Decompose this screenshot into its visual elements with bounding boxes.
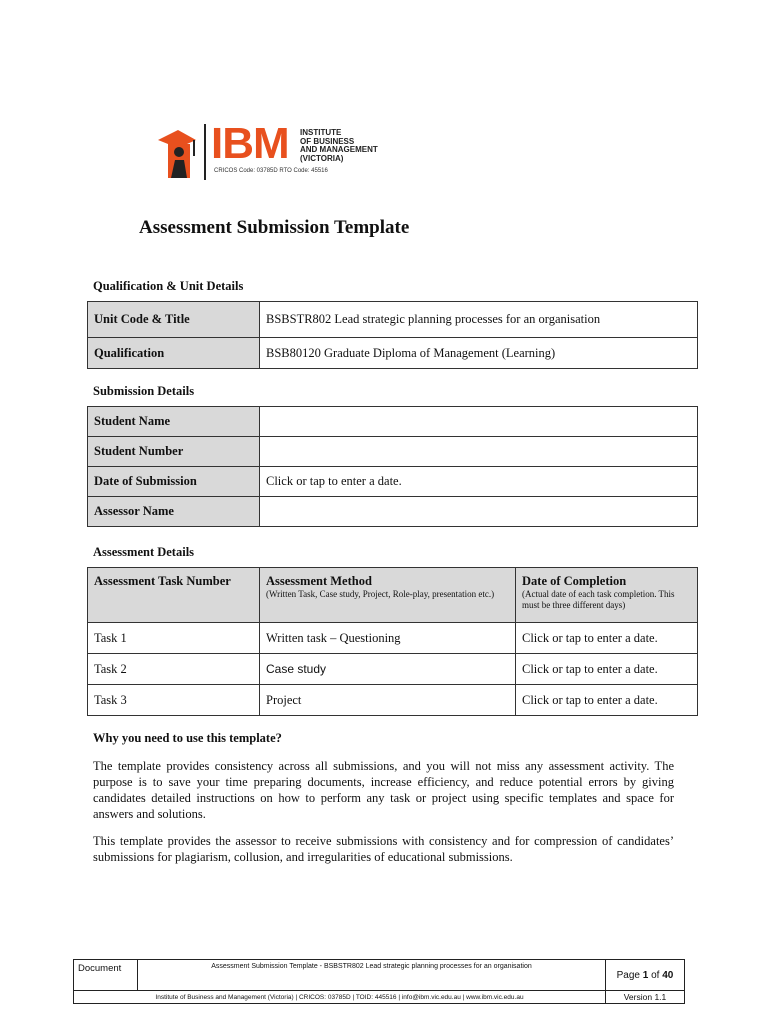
qualification-table — [87, 301, 698, 369]
page-footer — [73, 959, 685, 1004]
date-picker-cell[interactable]: Click or tap to enter a date. — [516, 623, 698, 654]
method-cell: Project — [260, 685, 516, 716]
task-cell: Task 1 — [88, 623, 260, 654]
date-note: (Actual date of each task completion. This must be three different days) — [522, 589, 675, 610]
footer-version: Version 1.1 — [606, 991, 685, 1004]
qualification-heading: Qualification & Unit Details — [93, 279, 244, 293]
footer-document-label: Document — [74, 960, 138, 991]
task-cell: Task 3 — [88, 685, 260, 716]
table-row — [88, 437, 698, 467]
submission-heading: Submission Details — [93, 384, 195, 398]
assessor-name-field[interactable] — [260, 497, 698, 527]
date-header: Date of Completion (Actual date of each task completion. This must be three different days) — [516, 568, 698, 623]
table-row — [88, 497, 698, 527]
table-row — [88, 467, 698, 497]
why-paragraph-2: This template provides the assessor to receive submissions with consistency and for compression of candidates’ submissions for plagiarism, collusion, and irregularities of educational submissions. — [93, 834, 674, 864]
method-header: Assessment Method (Written Task, Case study, Project, Role-play, presentation etc.) — [260, 568, 516, 623]
submission-date-label: Date of Submission — [88, 467, 260, 497]
date-picker-cell[interactable]: Click or tap to enter a date. — [516, 685, 698, 716]
table-row — [88, 302, 698, 338]
institute-name: INSTITUTE OF BUSINESS AND MANAGEMENT (VICTORIA) — [300, 128, 378, 163]
table-row — [88, 338, 698, 369]
task-number-header: Assessment Task Number — [88, 568, 260, 623]
student-name-label: Student Name — [88, 407, 260, 437]
table-row — [88, 685, 698, 716]
graduate-logo-icon — [156, 126, 200, 180]
submission-table — [87, 406, 698, 527]
task-cell: Task 2 — [88, 654, 260, 685]
assessment-heading: Assessment Details — [93, 545, 195, 559]
page-title: Assessment Submission Template — [139, 217, 410, 238]
student-number-field[interactable] — [260, 437, 698, 467]
date-picker-cell[interactable]: Click or tap to enter a date. — [516, 654, 698, 685]
table-row — [88, 407, 698, 437]
why-paragraph-1: The template provides consistency across all submissions, and you will not miss any assessment activity. The purpose is to save your time preparing documents, increase efficiency, and reduce potential errors by giving candidates detailed instructions on how to perform any task or project using specific templates and space for answers and solutions. — [93, 759, 674, 821]
table-row — [88, 654, 698, 685]
footer-page-number: Page 1 of 40 — [606, 960, 685, 991]
method-note: (Written Task, Case study, Project, Role-play, presentation etc.) — [266, 589, 495, 599]
qualification-label: Qualification — [88, 338, 260, 369]
assessor-name-label: Assessor Name — [88, 497, 260, 527]
cricos-code: CRICOS Code: 03785D RTO Code: 45516 — [214, 168, 328, 174]
institute-logo — [156, 119, 386, 182]
logo-divider — [204, 124, 206, 180]
method-cell: Case study — [260, 654, 516, 685]
method-cell: Written task – Questioning — [260, 623, 516, 654]
student-name-field[interactable] — [260, 407, 698, 437]
student-number-label: Student Number — [88, 437, 260, 467]
qualification-value: BSB80120 Graduate Diploma of Management (Learning) — [260, 338, 698, 369]
assessment-table — [87, 567, 698, 716]
unit-code-value: BSBSTR802 Lead strategic planning processes for an organisation — [260, 302, 698, 338]
why-heading: Why you need to use this template? — [93, 731, 282, 745]
brand-name: IBM — [211, 119, 289, 168]
table-header-row — [88, 568, 698, 623]
submission-date-picker[interactable]: Click or tap to enter a date. — [260, 467, 698, 497]
footer-address: Institute of Business and Management (Victoria) | CRICOS: 03785D | TOID: 445516 | info@ibm.vic.edu.au | www.ibm.vic.edu.au — [74, 991, 606, 1004]
footer-document-title: Assessment Submission Template - BSBSTR802 Lead strategic planning processes for an organisation — [138, 960, 606, 991]
unit-code-label: Unit Code & Title — [88, 302, 260, 338]
table-row — [88, 623, 698, 654]
